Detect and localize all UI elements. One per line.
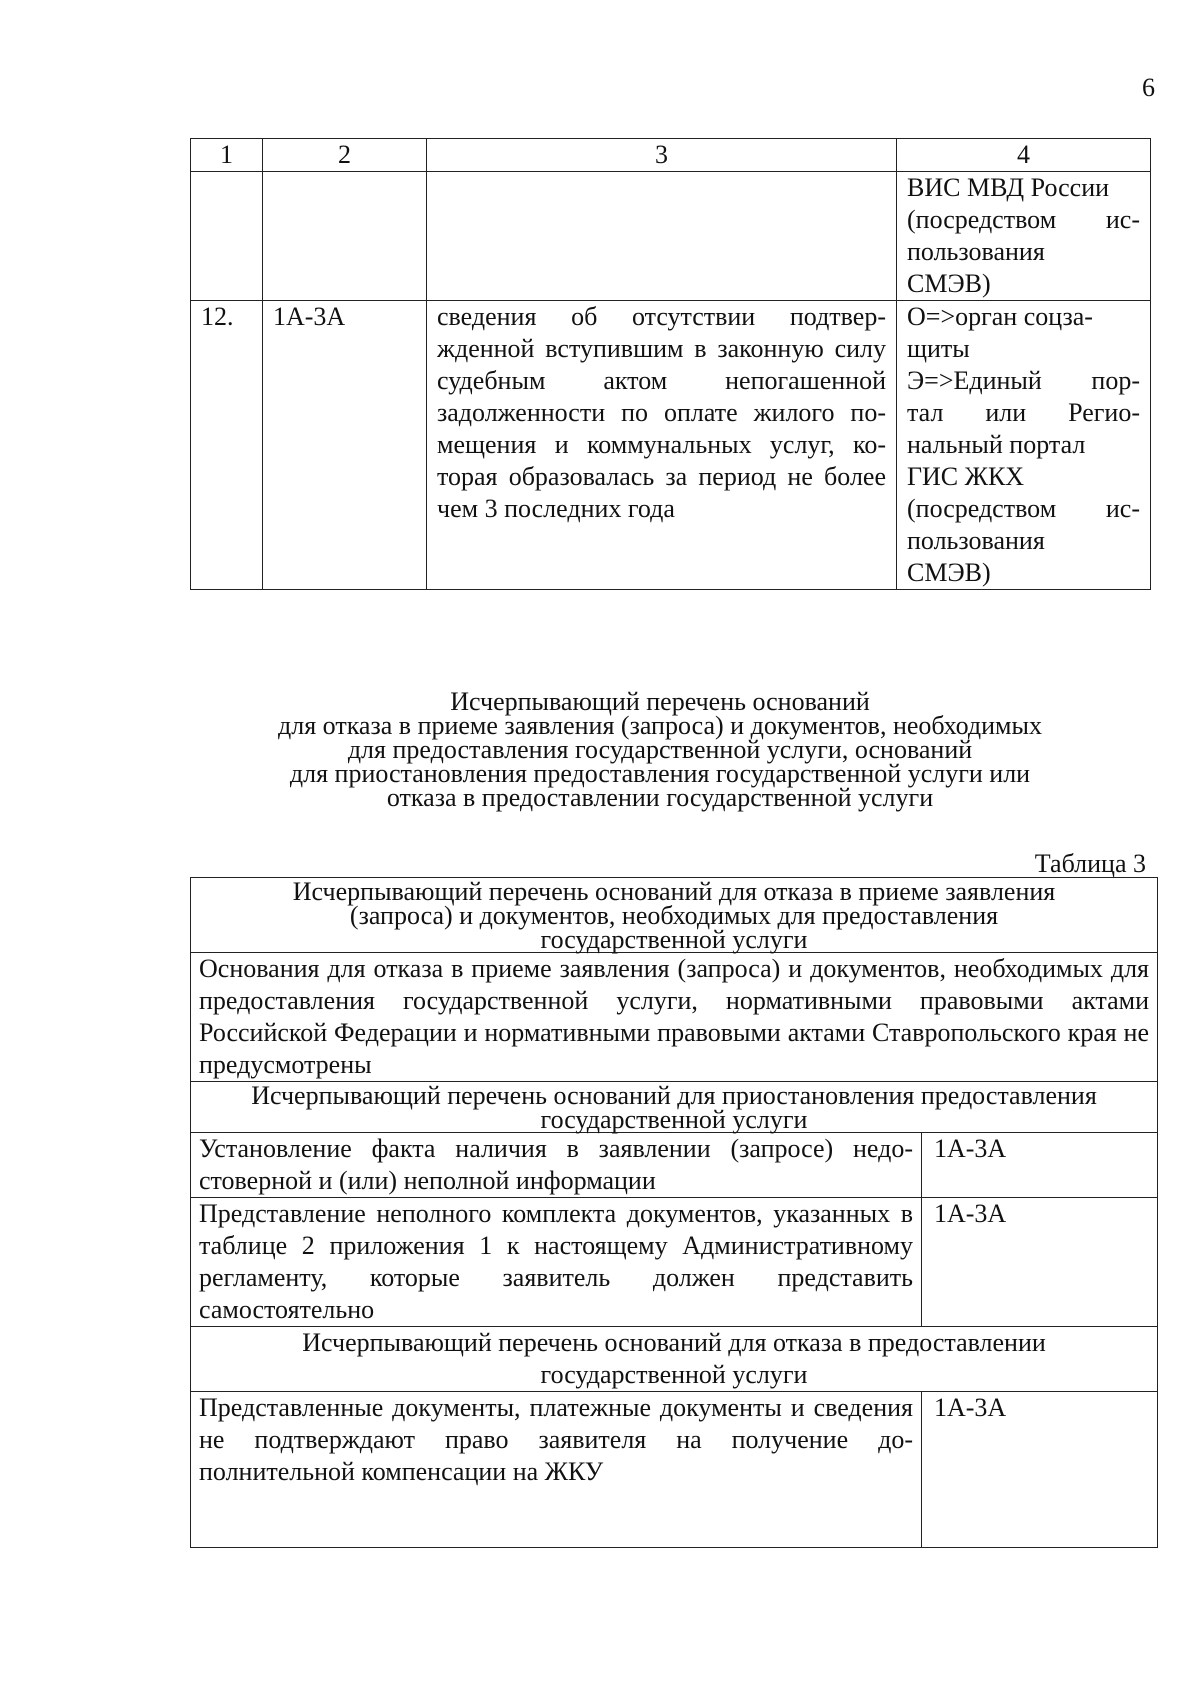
header-line: Исчерпывающий перечень оснований для приостановления предоставления (251, 1081, 1097, 1110)
header-line: Исчерпывающий перечень оснований для отказа в предоставлении (302, 1328, 1046, 1357)
header-line: Исчерпывающий перечень оснований для отказа в приеме заявления (292, 877, 1056, 906)
section-title-line: для приостановления предоставления государственной услуги или (289, 759, 1031, 788)
source-line: Э=>Единый пор- (907, 366, 1140, 395)
table-caption: Таблица 3 (1034, 849, 1146, 878)
suspension-reason: Представление неполного комплекта документов, указанных в таблице 2 приложения 1 к настоящему Административному регламенту, которые заявитель должен представить самостоятельно (191, 1198, 922, 1327)
denial-row (191, 1392, 1158, 1548)
services-table (190, 138, 1151, 590)
source-line: щиты (907, 334, 970, 363)
table-row-12 (191, 301, 1151, 590)
table-header-row (191, 139, 1151, 172)
denial-code: 1А-3А (922, 1392, 1158, 1548)
column-header-4: 4 (897, 139, 1151, 172)
row-number-cell (191, 172, 263, 301)
source-line: тал или Регио- (907, 398, 1140, 427)
suspension-header-row (191, 1082, 1158, 1133)
section-title-line: для отказа в приеме заявления (запроса) и документов, необходимых (278, 711, 1042, 740)
row-number-cell: 12. (191, 301, 263, 590)
source-line: (посредством ис- (907, 205, 1140, 234)
source-line: (посредством ис- (907, 494, 1140, 523)
source-cell (897, 301, 1151, 590)
section-title (160, 687, 1160, 812)
document-cell: сведения об отсутствии подтвержденной вступившим в законную силу судебным актом непогашенной задолженности по оплате жилого помещения и коммунальных услуг, которая образовалась за период не более чем 3 последних года (427, 301, 897, 590)
suspension-code: 1А-3А (922, 1198, 1158, 1327)
refusal-reception-row (191, 953, 1158, 1082)
source-line: О=>орган соцза- (907, 302, 1093, 331)
suspension-row (191, 1133, 1158, 1198)
applicant-category-cell: 1А-3А (263, 301, 427, 590)
table-row-continued (191, 172, 1151, 301)
header-line: государственной услуги (540, 1105, 808, 1134)
header-line: государственной услуги (540, 1360, 808, 1389)
column-header-2: 2 (263, 139, 427, 172)
source-line: пользования (907, 237, 1045, 266)
source-line: ГИС ЖКХ (907, 462, 1025, 491)
source-line: нальный портал (907, 430, 1086, 459)
denial-header-row (191, 1327, 1158, 1392)
grounds-table (190, 877, 1158, 1548)
section-title-line: отказа в предоставлении государственной услуги (386, 783, 934, 812)
column-header-3: 3 (427, 139, 897, 172)
suspension-code: 1А-3А (922, 1133, 1158, 1198)
refusal-reception-header-row (191, 878, 1158, 953)
denial-reason: Представленные документы, платежные документы и сведения не подтверждают право заявителя на получение дополнительной компенсации на ЖКУ (191, 1392, 922, 1548)
applicant-category-cell (263, 172, 427, 301)
section-title-line: Исчерпывающий перечень оснований (450, 687, 870, 716)
refusal-reception-header (191, 878, 1158, 953)
suspension-row (191, 1198, 1158, 1327)
column-header-1: 1 (191, 139, 263, 172)
header-line: государственной услуги (540, 925, 808, 954)
denial-header (191, 1327, 1158, 1392)
suspension-reason: Установление факта наличия в заявлении (запросе) недостоверной и (или) неполной информации (191, 1133, 922, 1198)
source-line: СМЭВ) (907, 269, 991, 298)
section-title-line: для предоставления государственной услуги, оснований (347, 735, 973, 764)
source-line: СМЭВ) (907, 558, 991, 587)
suspension-header (191, 1082, 1158, 1133)
page-number: 6 (1142, 73, 1155, 102)
source-line: пользования (907, 526, 1045, 555)
header-line: (запроса) и документов, необходимых для предоставления (349, 901, 999, 930)
document-cell (427, 172, 897, 301)
source-cell (897, 172, 1151, 301)
source-line: ВИС МВД России (907, 173, 1110, 202)
refusal-reception-text: Основания для отказа в приеме заявления (запроса) и документов, необходимых для предоставления государственной услуги, нормативными правовыми актами Российской Федерации и нормативными правовыми актами Ставропольского края не предусмотрены (191, 953, 1158, 1082)
